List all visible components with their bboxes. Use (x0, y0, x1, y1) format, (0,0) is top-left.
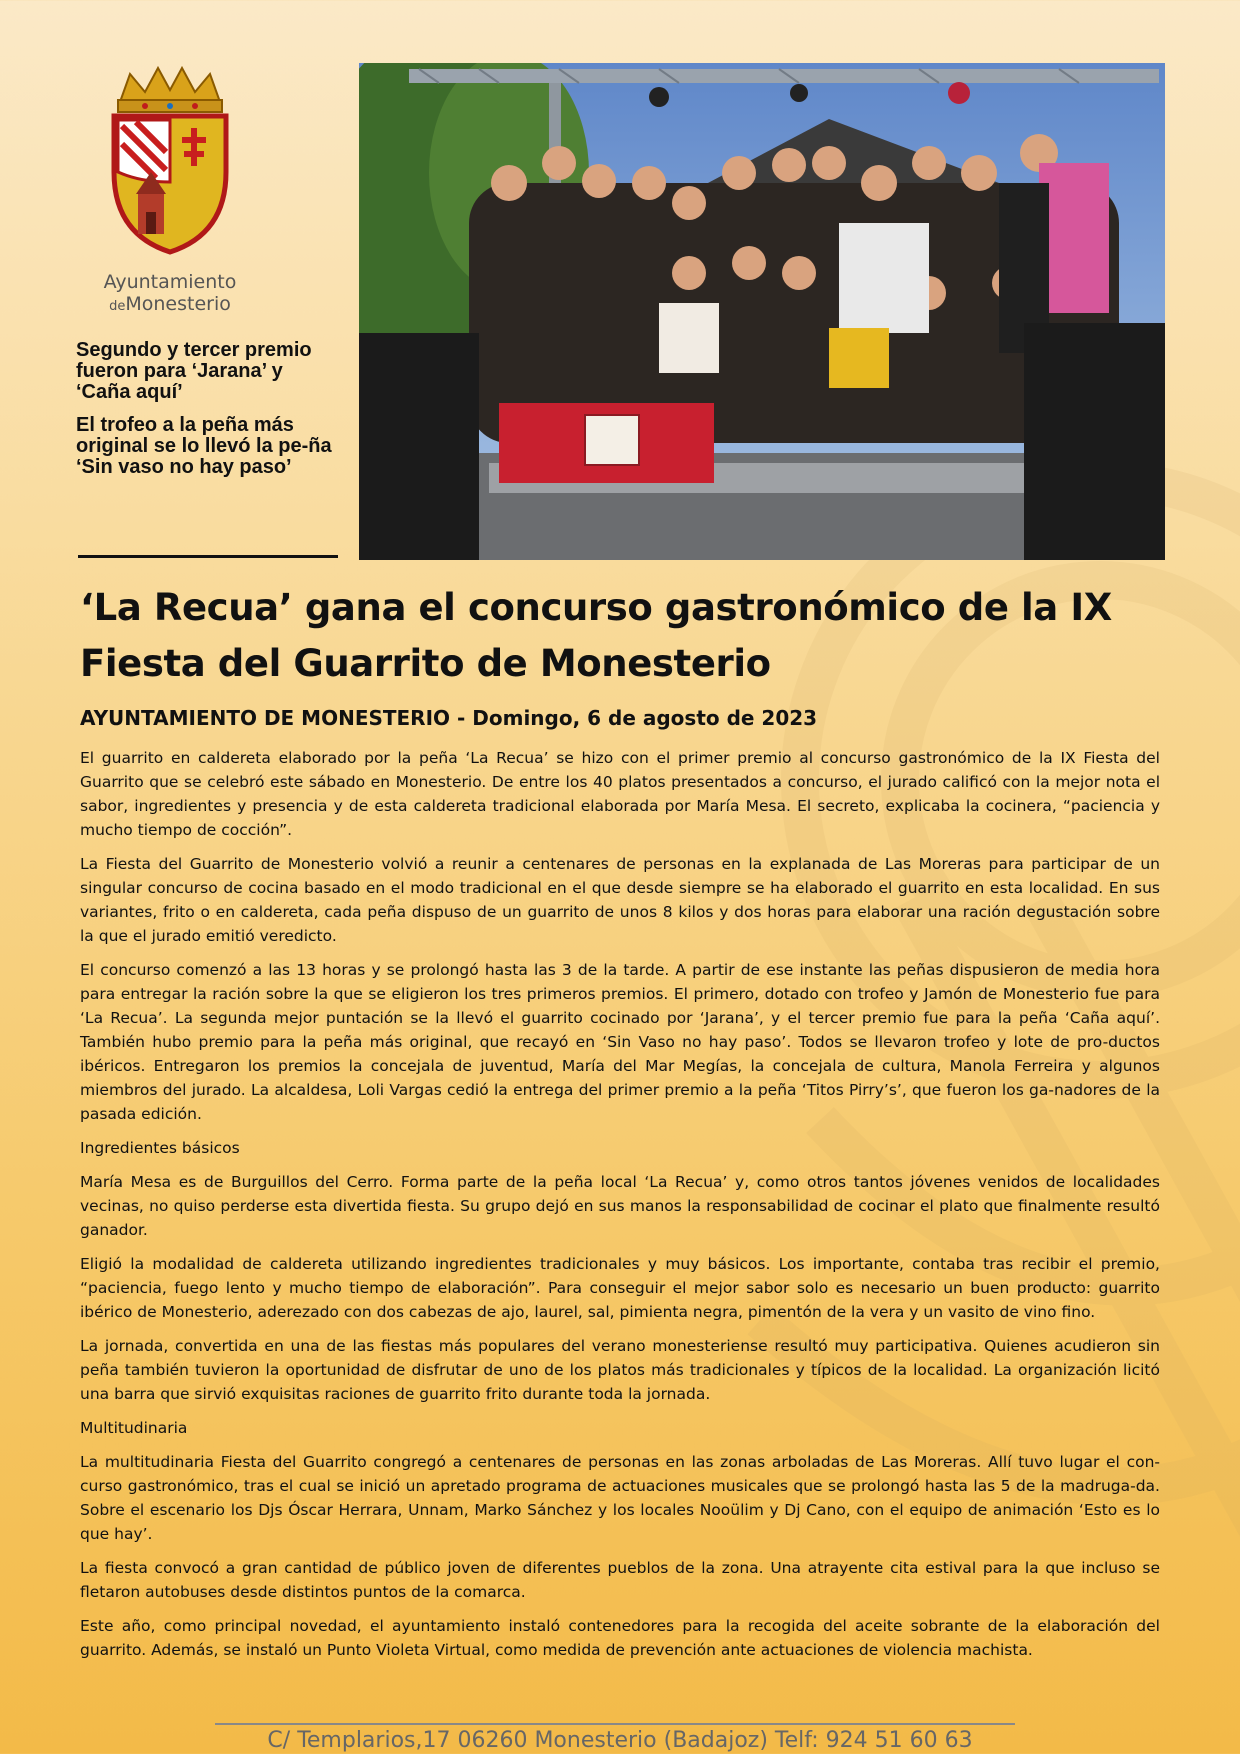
article-byline: AYUNTAMIENTO DE MONESTERIO - Domingo, 6 de agosto de 2023 (80, 706, 818, 730)
subheading-multitudinaria: Multitudinaria (80, 1419, 188, 1437)
logo-name-line2: Monesterio (125, 293, 231, 315)
group-photo (359, 63, 1165, 560)
paragraph-9: Este año, como principal novedad, el ayuntamiento instaló contenedores para la recogida del aceite sobrante de la elaboración del guarrito. Además, se instaló un Punto Violeta Virtual, como medida de prevención ante actuaciones de violencia machista. (80, 1617, 1160, 1659)
article-body (80, 746, 1160, 1672)
paragraph-5: Eligió la modalidad de caldereta utilizando ingredientes tradicionales y muy básicos. Los importante, contaba tras recibir el premio, “paciencia, fuego lento y mucho tiempo de elaboración”. Para conseguir el mejor sabor solo es necesario un buen producto: guarrito ibérico de Monesterio, aderezado con dos cabezas de ajo, laurel, sal, pimienta negra, pimentón de la vera y un vasito de vino fino. (80, 1255, 1160, 1321)
paragraph-1: El guarrito en caldereta elaborado por la peña ‘La Recua’ se hizo con el primer premio al concurso gastronómico de la IX Fiesta del Guarrito que se celebró este sábado en Monesterio. De entre los 40 platos presentados a concurso, el jurado calificó con la mejor nota el sabor, ingredientes y presencia y de esta caldereta tradicional elaborada por María Mesa. El secreto, explicaba la cocinera, “paciencia y mucho tiempo de cocción”. (80, 749, 1160, 839)
highlight-original-trophy: El trofeo a la peña más original se lo llevó la pe-ña ‘Sin vaso no hay paso’ (76, 414, 332, 478)
paragraph-3: El concurso comenzó a las 13 horas y se prolongó hasta las 3 de la tarde. A partir de ese instante las peñas dispusieron de media hora para entregar la ración sobre la que se eligieron los tres primeros premios. El primero, dotado con trofeo y Jamón de Monesterio fue para ‘La Recua’. La segunda mejor puntación se la llevó el guarrito cocinado por ‘Jarana’, y el tercer premio fue para la peña ‘Caña aquí’. También hubo premio para la peña más original, que recayó en ‘Sin Vaso no hay paso’. Todos se llevaron trofeo y lote de pro-ductos ibéricos. Entregaron los premios la concejala de juventud, María del Mar Megías, la concejala de cultura, Manola Ferreira y algunos miembros del jurado. La alcaldesa, Loli Vargas cedió la entrega del primer premio a la peña ‘Titos Pirry’s’, que fueron los ga-nadores de la pasada edición. (80, 961, 1160, 1123)
article-headline: ‘La Recua’ gana el concurso gastronómico de la IX Fiesta del Guarrito de Monesterio (80, 586, 1112, 685)
paragraph-4: María Mesa es de Burguillos del Cerro. Forma parte de la peña local ‘La Recua’ y, como otros tantos jóvenes venidos de localidades vecinas, no quiso perderse esta divertida fiesta. Su grupo dejó en sus manos la responsabilidad de cocinar el plato que finalmente resultó ganador. (80, 1173, 1160, 1239)
municipality-logo (90, 62, 250, 318)
logo-name-line1: Ayuntamiento (103, 271, 237, 293)
subheading-ingredientes: Ingredientes básicos (80, 1139, 240, 1157)
footer-divider (215, 1723, 1015, 1725)
paragraph-6: La jornada, convertida en una de las fiestas más populares del verano monesteriense resultó muy participativa. Quienes acudieron sin peña también tuvieron la oportunidad de disfrutar de uno de los platos más tradicionales y típicos de la localidad. La organización licitó una barra que sirvió exquisitas raciones de guarrito frito durante toda la jornada. (80, 1337, 1160, 1403)
sidebar-highlights (76, 340, 338, 490)
paragraph-2: La Fiesta del Guarrito de Monesterio volvió a reunir a centenares de personas en la explanada de Las Moreras para participar de un singular concurso de cocina basado en el modo tradicional en el que desde siempre se ha elaborado el guarrito en esta localidad. En sus variantes, frito o en caldereta, cada peña dispuso de un guarrito de unos 8 kilos y dos horas para elaborar una ración degustación sobre la que el jurado emitió veredicto. (80, 855, 1160, 945)
logo-name-de: de (109, 299, 126, 314)
logo-caption (90, 271, 250, 318)
sidebar-divider (78, 555, 338, 558)
highlight-prizes: Segundo y tercer premio fueron para ‘Jarana’ y ‘Caña aquí’ (76, 339, 312, 403)
coat-of-arms-icon (100, 62, 240, 262)
paragraph-7: La multitudinaria Fiesta del Guarrito congregó a centenares de personas en las zonas arboladas de Las Moreras. Allí tuvo lugar el con-curso gastronómico, tras el cual se inició un apretado programa de actuaciones musicales que se prolongó hasta las 5 de la madruga-da. Sobre el escenario los Djs Óscar Herrara, Unnam, Marko Sánchez y los locales Nooülim y Dj Cano, con el equipo de animación ‘Esto es lo que hay’. (80, 1453, 1160, 1543)
footer-address: C/ Templarios,17 06260 Monesterio (Badajoz) Telf: 924 51 60 63 (267, 1728, 973, 1753)
paragraph-8: La fiesta convocó a gran cantidad de público joven de diferentes pueblos de la zona. Una atrayente cita estival para la que incluso se fletaron autobuses desde distintos puntos de la comarca. (80, 1559, 1160, 1601)
